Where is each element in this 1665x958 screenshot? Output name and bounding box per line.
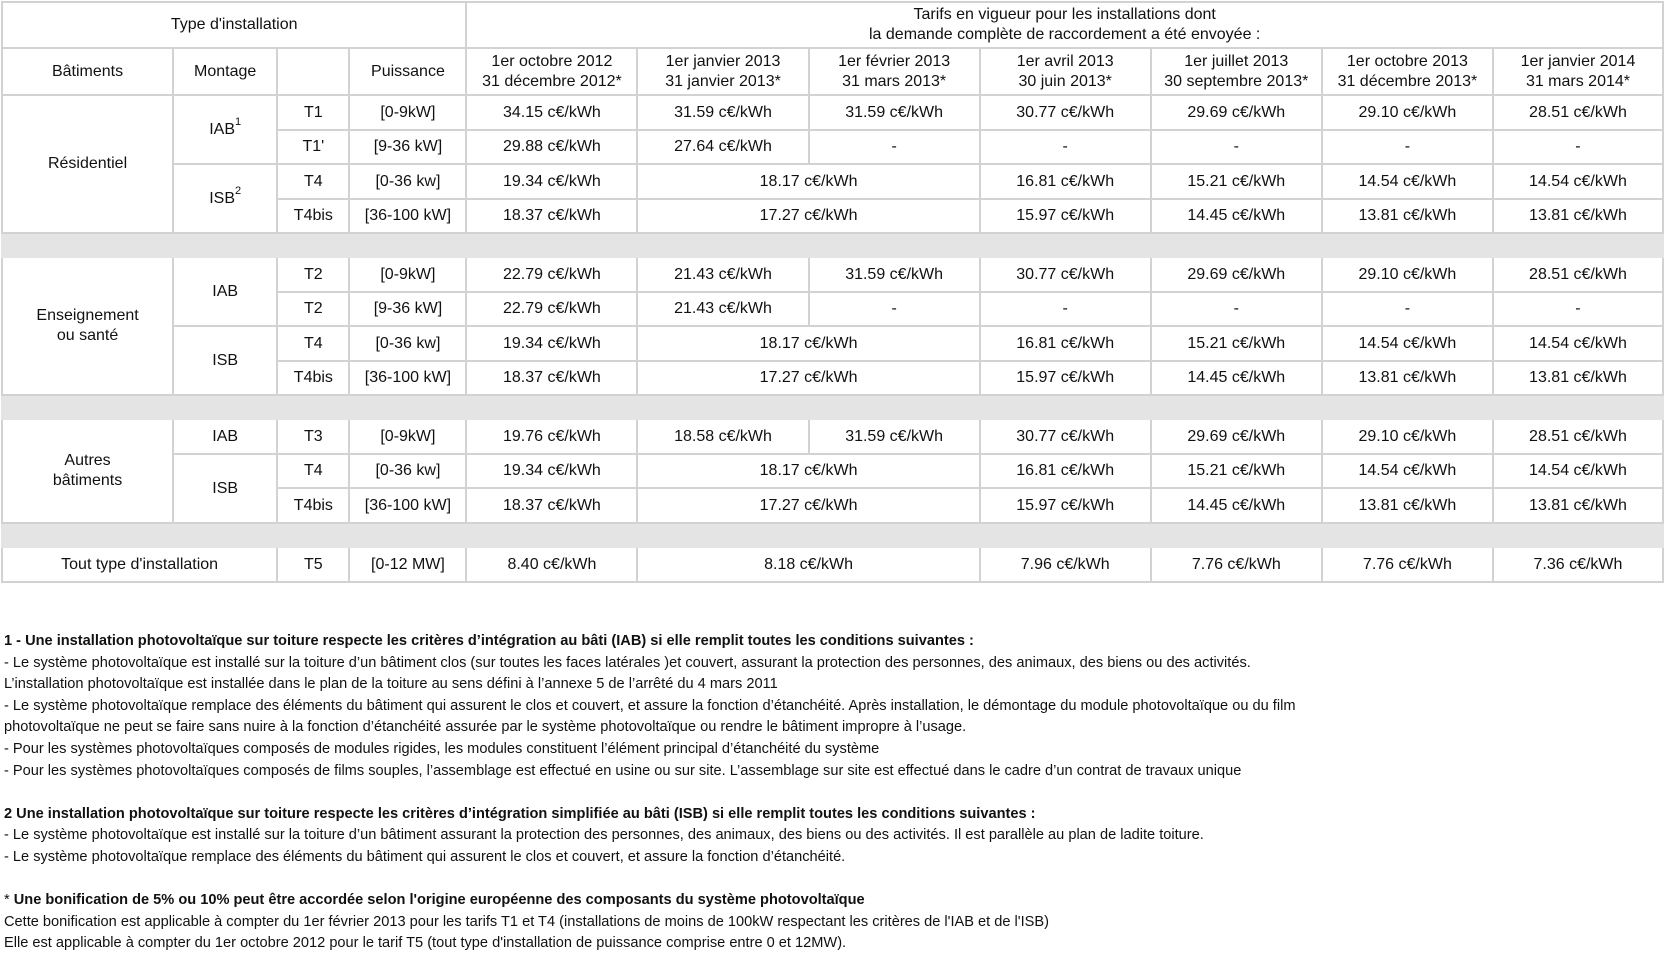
tarif-value: 29.10 c€/kWh xyxy=(1322,95,1493,130)
tarif-value: 14.45 c€/kWh xyxy=(1151,488,1322,523)
puissance-cell: [0-12 MW] xyxy=(349,547,466,582)
table-row xyxy=(2,454,1663,488)
note-spacer xyxy=(4,782,1659,804)
building-label-line1: Autres xyxy=(64,452,111,469)
tarif-value: 8.40 c€/kWh xyxy=(466,547,637,582)
tarif-code: T3 xyxy=(277,419,349,454)
tarif-code: T1' xyxy=(277,130,349,164)
building-cell: Tout type d'installation xyxy=(2,547,277,582)
tarif-value: 15.21 c€/kWh xyxy=(1151,164,1322,199)
tarif-value: 22.79 c€/kWh xyxy=(466,257,637,292)
period-start: 1er janvier 2014 xyxy=(1520,52,1636,70)
tarif-value: 16.81 c€/kWh xyxy=(980,164,1151,199)
table-row xyxy=(2,547,1663,582)
tarif-value: - xyxy=(980,292,1151,326)
period-end: 31 mars 2014* xyxy=(1525,72,1630,90)
tarif-value: 19.34 c€/kWh xyxy=(466,326,637,361)
puissance-cell: [0-36 kw] xyxy=(349,164,466,199)
tarif-value: 16.81 c€/kWh xyxy=(980,454,1151,488)
note-1-line: photovoltaïque ne peut se faire sans nuire à la fonction d’étanchéité assurée par le système photovoltaïque ou rendre le bâtiment impropre à l’usage. xyxy=(4,719,967,736)
montage-cell: IAB xyxy=(173,419,277,454)
tarif-value: - xyxy=(809,292,980,326)
period-header xyxy=(1151,48,1322,95)
building-cell xyxy=(2,257,173,395)
tarif-value: 15.97 c€/kWh xyxy=(980,199,1151,233)
period-header xyxy=(980,48,1151,95)
tarif-value: 29.88 c€/kWh xyxy=(466,130,637,164)
tarif-value: 7.76 c€/kWh xyxy=(1322,547,1493,582)
tarif-value: 14.45 c€/kWh xyxy=(1151,361,1322,395)
table-row xyxy=(2,419,1663,454)
tarif-value: 18.37 c€/kWh xyxy=(466,488,637,523)
puissance-cell: [0-36 kw] xyxy=(349,326,466,361)
period-header xyxy=(1493,48,1663,95)
puissance-cell: [36-100 kW] xyxy=(349,199,466,233)
tarif-value: 13.81 c€/kWh xyxy=(1493,488,1663,523)
tarif-value-merged: 17.27 c€/kWh xyxy=(637,199,979,233)
tarif-value: 13.81 c€/kWh xyxy=(1322,488,1493,523)
tarif-value: - xyxy=(980,130,1151,164)
note-3-star: * xyxy=(4,892,14,909)
tarif-value: 14.54 c€/kWh xyxy=(1493,326,1663,361)
tarif-value: 19.34 c€/kWh xyxy=(466,164,637,199)
tarif-value: 29.69 c€/kWh xyxy=(1151,95,1322,130)
note-1-line: - Le système photovoltaïque est installé sur la toiture d’un bâtiment clos (sur toutes les faces latérales )et couvert, assurant la protection des personnes, des animaux, des biens ou des activités. xyxy=(4,654,1251,671)
note-1-line: - Pour les systèmes photovoltaïques composés de films souples, l’assemblage est effectué en usine ou sur site. L’assemblage sur site est effectué dans le cadre d’un contrat de travaux unique xyxy=(4,762,1242,779)
puissance-cell: [9-36 kW] xyxy=(349,292,466,326)
montage-cell xyxy=(173,164,277,233)
period-header xyxy=(1322,48,1493,95)
header-tarifs-line2: la demande complète de raccordement a été envoyée : xyxy=(869,26,1261,43)
tarif-value: 30.77 c€/kWh xyxy=(980,257,1151,292)
section-separator xyxy=(2,523,1663,547)
separator-band xyxy=(2,233,1663,257)
tarif-value-merged: 8.18 c€/kWh xyxy=(637,547,979,582)
period-end: 31 décembre 2013* xyxy=(1337,72,1478,90)
tarif-value: 21.43 c€/kWh xyxy=(637,292,808,326)
period-header xyxy=(466,48,637,95)
tarif-code: T2 xyxy=(277,257,349,292)
period-header xyxy=(637,48,808,95)
header-tarifs-line1: Tarifs en vigueur pour les installations dont xyxy=(913,6,1216,23)
tarif-value: 29.69 c€/kWh xyxy=(1151,419,1322,454)
tarif-value: 7.76 c€/kWh xyxy=(1151,547,1322,582)
tarif-value: 16.81 c€/kWh xyxy=(980,326,1151,361)
tarif-value: 14.54 c€/kWh xyxy=(1322,326,1493,361)
tarif-value: - xyxy=(809,130,980,164)
tarif-value: 15.97 c€/kWh xyxy=(980,488,1151,523)
period-start: 1er octobre 2013 xyxy=(1346,52,1468,70)
tarif-value: 19.34 c€/kWh xyxy=(466,454,637,488)
tarif-value: - xyxy=(1493,292,1663,326)
header-puissance: Puissance xyxy=(349,48,466,95)
tarif-value: - xyxy=(1493,130,1663,164)
table-row xyxy=(2,326,1663,361)
tarif-value: - xyxy=(1151,292,1322,326)
tarif-value: 28.51 c€/kWh xyxy=(1493,257,1663,292)
note-1-line: - Le système photovoltaïque remplace des éléments du bâtiment qui assurent le clos et couvert, et assure la fonction d’étanchéité. Après installation, le démontage du module photovoltaïque ou du film xyxy=(4,697,1296,714)
tarif-code: T4bis xyxy=(277,199,349,233)
puissance-cell: [36-100 kW] xyxy=(349,488,466,523)
period-start: 1er février 2013 xyxy=(838,52,951,70)
tarif-code: T4 xyxy=(277,164,349,199)
montage-cell: ISB xyxy=(173,454,277,523)
tarif-value: 18.37 c€/kWh xyxy=(466,361,637,395)
tarif-value-merged: 18.17 c€/kWh xyxy=(637,454,979,488)
tarifs-table xyxy=(1,1,1664,583)
period-end: 31 mars 2013* xyxy=(842,72,947,90)
montage-label: ISB xyxy=(209,189,235,207)
separator-band xyxy=(2,523,1663,547)
note-1-line: L’installation photovoltaïque est installée dans le plan de la toiture au sens défini à l’annexe 5 de l’arrêté du 4 mars 2011 xyxy=(4,676,778,693)
tarif-value: 30.77 c€/kWh xyxy=(980,95,1151,130)
building-label-line2: bâtiments xyxy=(52,472,123,489)
footnote-ref: 1 xyxy=(235,116,242,129)
tarif-code: T4 xyxy=(277,454,349,488)
header-code xyxy=(277,48,349,95)
tarif-value: 31.59 c€/kWh xyxy=(809,95,980,130)
montage-cell xyxy=(173,95,277,164)
note-3-title: Une bonification de 5% ou 10% peut être accordée selon l'origine européenne des composants du système photovoltaïque xyxy=(13,892,865,909)
tarif-value: 7.36 c€/kWh xyxy=(1493,547,1663,582)
montage-cell: ISB xyxy=(173,326,277,395)
period-start: 1er avril 2013 xyxy=(1016,52,1114,70)
period-start: 1er octobre 2012 xyxy=(491,52,613,70)
period-end: 31 janvier 2013* xyxy=(665,72,781,90)
tarif-value: 29.69 c€/kWh xyxy=(1151,257,1322,292)
tarif-value: 14.54 c€/kWh xyxy=(1322,454,1493,488)
period-start: 1er juillet 2013 xyxy=(1184,52,1289,70)
tarif-value-merged: 18.17 c€/kWh xyxy=(637,326,979,361)
tarif-value: 27.64 c€/kWh xyxy=(637,130,808,164)
tarif-value: 15.21 c€/kWh xyxy=(1151,326,1322,361)
note-spacer xyxy=(4,869,1659,891)
tarif-value: 15.97 c€/kWh xyxy=(980,361,1151,395)
puissance-cell: [36-100 kW] xyxy=(349,361,466,395)
montage-label: IAB xyxy=(209,120,235,138)
tarif-value-merged: 17.27 c€/kWh xyxy=(637,488,979,523)
tarif-code: T1 xyxy=(277,95,349,130)
period-end: 30 juin 2013* xyxy=(1018,72,1112,90)
building-label-line2: ou santé xyxy=(56,327,119,344)
building-cell xyxy=(2,419,173,523)
puissance-cell: [0-36 kw] xyxy=(349,454,466,488)
header-tarifs xyxy=(466,2,1663,48)
period-start: 1er janvier 2013 xyxy=(665,52,781,70)
footnotes xyxy=(4,631,1659,955)
section-separator xyxy=(2,395,1663,419)
tarif-value: 13.81 c€/kWh xyxy=(1493,361,1663,395)
tarif-code: T4bis xyxy=(277,488,349,523)
footnote-ref: 2 xyxy=(235,185,242,198)
tarif-value: 18.37 c€/kWh xyxy=(466,199,637,233)
tarif-value: 31.59 c€/kWh xyxy=(809,419,980,454)
tarif-value: - xyxy=(1151,130,1322,164)
table-row xyxy=(2,257,1663,292)
tarif-value: 15.21 c€/kWh xyxy=(1151,454,1322,488)
table-row xyxy=(2,95,1663,130)
tarif-value: 19.76 c€/kWh xyxy=(466,419,637,454)
tarif-value: 14.54 c€/kWh xyxy=(1493,454,1663,488)
table-row xyxy=(2,164,1663,199)
period-header xyxy=(809,48,980,95)
tarif-value: - xyxy=(1322,130,1493,164)
tarif-value: 13.81 c€/kWh xyxy=(1322,361,1493,395)
period-end: 30 septembre 2013* xyxy=(1164,72,1309,90)
puissance-cell: [0-9kW] xyxy=(349,419,466,454)
note-3-title-line xyxy=(4,890,1659,912)
puissance-cell: [0-9kW] xyxy=(349,95,466,130)
header-batiments: Bâtiments xyxy=(2,48,173,95)
note-2-line: - Le système photovoltaïque est installé sur la toiture d’un bâtiment assurant la protection des personnes, des animaux, des biens ou des activités. Il est parallèle au plan de ladite toiture. xyxy=(4,827,1204,844)
separator-band xyxy=(2,395,1663,419)
tarif-value: 18.58 c€/kWh xyxy=(637,419,808,454)
tarif-code: T4 xyxy=(277,326,349,361)
period-end: 31 décembre 2012* xyxy=(482,72,622,90)
note-3-line: Cette bonification est applicable à compter du 1er février 2013 pour les tarifs T1 et T4 (installations de moins de 100kW respectant les critères de l'IAB et de l'ISB) xyxy=(4,913,1049,930)
tarif-value: 21.43 c€/kWh xyxy=(637,257,808,292)
tarif-value: 22.79 c€/kWh xyxy=(466,292,637,326)
tarif-code: T5 xyxy=(277,547,349,582)
tarif-value: - xyxy=(1322,292,1493,326)
header-row-1 xyxy=(2,2,1663,48)
tarif-value-merged: 18.17 c€/kWh xyxy=(637,164,979,199)
note-1-line: - Pour les systèmes photovoltaïques composés de modules rigides, les modules constituent l’élément principal d’étanchéité du système xyxy=(4,740,880,757)
note-2-title: 2 Une installation photovoltaïque sur toiture respecte les critères d’intégration simplifiée au bâti (ISB) si elle remplit toutes les conditions suivantes : xyxy=(4,805,1036,822)
tarif-value: 14.54 c€/kWh xyxy=(1322,164,1493,199)
tarif-value: 30.77 c€/kWh xyxy=(980,419,1151,454)
tarif-value: 7.96 c€/kWh xyxy=(980,547,1151,582)
montage-cell: IAB xyxy=(173,257,277,326)
section-separator xyxy=(2,233,1663,257)
tarif-value: 29.10 c€/kWh xyxy=(1322,257,1493,292)
tarif-value: 29.10 c€/kWh xyxy=(1322,419,1493,454)
tarif-code: T4bis xyxy=(277,361,349,395)
note-3-line: Elle est applicable à compter du 1er octobre 2012 pour le tarif T5 (tout type d'installation de puissance comprise entre 0 et 12MW). xyxy=(4,935,847,952)
tarif-value-merged: 17.27 c€/kWh xyxy=(637,361,979,395)
note-2-line: - Le système photovoltaïque remplace des éléments du bâtiment qui assurent le clos et couvert, et assure la fonction d’étanchéité. xyxy=(4,848,846,865)
building-label-line1: Enseignement xyxy=(36,307,139,324)
header-montage: Montage xyxy=(173,48,277,95)
note-1-title: 1 - Une installation photovoltaïque sur toiture respecte les critères d’intégration au bâti (IAB) si elle remplit toutes les conditions suivantes : xyxy=(4,633,974,649)
tarif-value: 14.45 c€/kWh xyxy=(1151,199,1322,233)
puissance-cell: [0-9kW] xyxy=(349,257,466,292)
header-type-installation: Type d'installation xyxy=(2,2,466,48)
tarif-value: 31.59 c€/kWh xyxy=(637,95,808,130)
header-row-2 xyxy=(2,48,1663,95)
tarif-value: 14.54 c€/kWh xyxy=(1493,164,1663,199)
tarif-value: 13.81 c€/kWh xyxy=(1493,199,1663,233)
tarif-value: 13.81 c€/kWh xyxy=(1322,199,1493,233)
tarif-value: 28.51 c€/kWh xyxy=(1493,419,1663,454)
tarif-value: 28.51 c€/kWh xyxy=(1493,95,1663,130)
building-cell: Résidentiel xyxy=(2,95,173,233)
tarif-value: 34.15 c€/kWh xyxy=(466,95,637,130)
tarif-code: T2 xyxy=(277,292,349,326)
tarif-value: 31.59 c€/kWh xyxy=(809,257,980,292)
puissance-cell: [9-36 kW] xyxy=(349,130,466,164)
